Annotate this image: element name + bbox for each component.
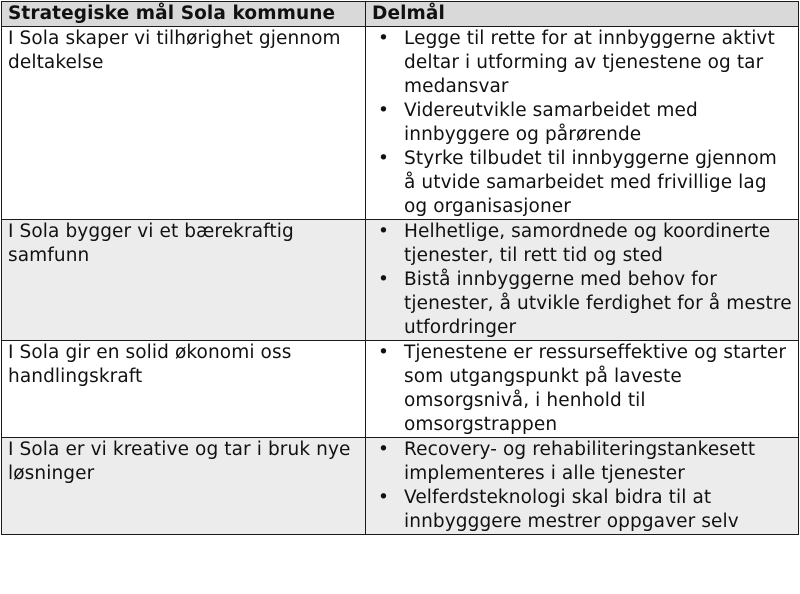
list-item	[372, 341, 794, 437]
goal-cell: I Sola gir en solid økonomi oss handlingskraft	[2, 341, 366, 438]
subgoal-cell	[366, 220, 799, 341]
subgoal-list	[372, 27, 794, 219]
table-row	[2, 438, 799, 535]
bullet-icon: •	[378, 487, 390, 508]
subgoal-text: Velferdsteknologi skal bidra til at innbygggere mestrer oppgaver selv	[404, 487, 739, 532]
list-item	[372, 27, 794, 99]
header-subgoals: Delmål	[366, 2, 799, 27]
strategic-goals-table	[1, 1, 799, 535]
subgoal-text: Videreutvikle samarbeidet med innbyggere og pårørende	[404, 100, 698, 145]
subgoal-text: Styrke tilbudet til innbyggerne gjennom å utvide samarbeidet med frivillige lag og organisasjoner	[404, 148, 777, 217]
bullet-icon: •	[378, 269, 390, 290]
subgoal-list	[372, 220, 794, 340]
list-item	[372, 486, 794, 534]
table-row	[2, 220, 799, 341]
subgoal-list	[372, 438, 794, 534]
list-item	[372, 220, 794, 268]
table-header-row	[2, 2, 799, 27]
goal-cell: I Sola skaper vi tilhørighet gjennom deltakelse	[2, 27, 366, 220]
subgoal-text: Bistå innbyggerne med behov for tjenester, å utvikle ferdighet for å mestre utfordringer	[404, 269, 792, 338]
bullet-icon: •	[378, 148, 390, 169]
subgoal-text: Legge til rette for at innbyggerne aktivt deltar i utforming av tjenestene og tar medansvar	[404, 28, 775, 97]
bullet-icon: •	[378, 100, 390, 121]
subgoal-cell	[366, 341, 799, 438]
list-item	[372, 147, 794, 219]
subgoal-text: Recovery- og rehabiliteringstankesett implementeres i alle tjenester	[404, 439, 756, 484]
subgoal-cell	[366, 27, 799, 220]
subgoal-list	[372, 341, 794, 437]
goal-cell: I Sola er vi kreative og tar i bruk nye løsninger	[2, 438, 366, 535]
subgoal-text: Helhetlige, samordnede og koordinerte tjenester, til rett tid og sted	[404, 221, 771, 266]
bullet-icon: •	[378, 439, 390, 460]
goal-cell: I Sola bygger vi et bærekraftig samfunn	[2, 220, 366, 341]
subgoal-text: Tjenestene er ressurseffektive og starter som utgangspunkt på laveste omsorgsnivå, i henhold til omsorgstrappen	[404, 342, 787, 435]
list-item	[372, 99, 794, 147]
list-item	[372, 268, 794, 340]
subgoal-cell	[366, 438, 799, 535]
bullet-icon: •	[378, 342, 390, 363]
table-row	[2, 27, 799, 220]
table-row	[2, 341, 799, 438]
bullet-icon: •	[378, 221, 390, 242]
bullet-icon: •	[378, 28, 390, 49]
header-strategic-goals: Strategiske mål Sola kommune	[2, 2, 366, 27]
list-item	[372, 438, 794, 486]
